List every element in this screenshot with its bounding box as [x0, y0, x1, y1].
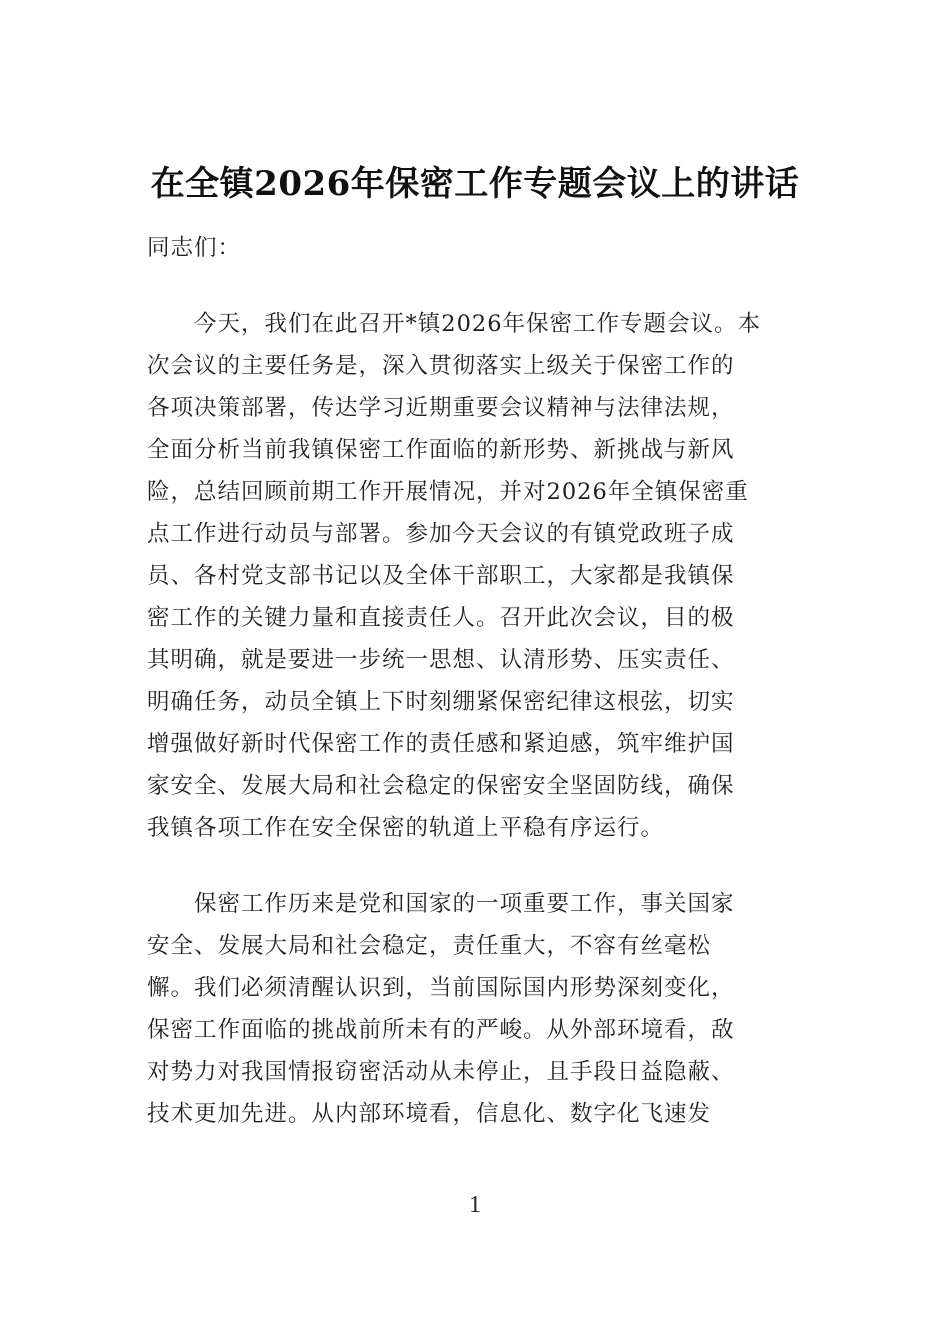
paragraph-line: 次会议的主要任务是，深入贯彻落实上级关于保密工作的 — [147, 353, 735, 379]
paragraph-line: 家安全、发展大局和社会稳定的保密安全坚固防线，确保 — [147, 773, 735, 799]
page-number: 1 — [469, 1192, 481, 1218]
paragraph-line: 懈。我们必须清醒认识到，当前国际国内形势深刻变化， — [147, 975, 735, 1001]
paragraph-line: 点工作进行动员与部署。参加今天会议的有镇党政班子成 — [147, 521, 735, 547]
paragraph-line: 明确任务，动员全镇上下时刻绷紧保密纪律这根弦，切实 — [147, 689, 735, 715]
document-title: 在全镇2026年保密工作专题会议上的讲话 — [150, 164, 800, 204]
paragraph-line: 各项决策部署，传达学习近期重要会议精神与法律法规， — [147, 395, 735, 421]
paragraph-line: 保密工作历来是党和国家的一项重要工作，事关国家 — [194, 891, 735, 917]
paragraph-line: 技术更加先进。从内部环境看，信息化、数字化飞速发 — [147, 1101, 712, 1127]
paragraph-line: 险，总结回顾前期工作开展情况，并对2026年全镇保密重 — [147, 479, 749, 505]
paragraph-line: 其明确，就是要进一步统一思想、认清形势、压实责任、 — [147, 647, 735, 673]
paragraph-line: 安全、发展大局和社会稳定，责任重大，不容有丝毫松 — [147, 933, 712, 959]
paragraph-line: 密工作的关键力量和直接责任人。召开此次会议，目的极 — [147, 605, 735, 631]
paragraph-line: 保密工作面临的挑战前所未有的严峻。从外部环境看，敌 — [147, 1017, 735, 1043]
paragraph-line: 对势力对我国情报窃密活动从未停止，且手段日益隐蔽、 — [147, 1059, 735, 1085]
paragraph-line: 我镇各项工作在安全保密的轨道上平稳有序运行。 — [147, 815, 665, 841]
paragraph-line: 员、各村党支部书记以及全体干部职工，大家都是我镇保 — [147, 563, 735, 589]
paragraph-line: 全面分析当前我镇保密工作面临的新形势、新挑战与新风 — [147, 437, 735, 463]
paragraph-line: 今天，我们在此召开*镇2026年保密工作专题会议。本 — [194, 311, 762, 337]
salutation: 同志们： — [147, 235, 242, 261]
paragraph-line: 增强做好新时代保密工作的责任感和紧迫感，筑牢维护国 — [147, 731, 735, 757]
